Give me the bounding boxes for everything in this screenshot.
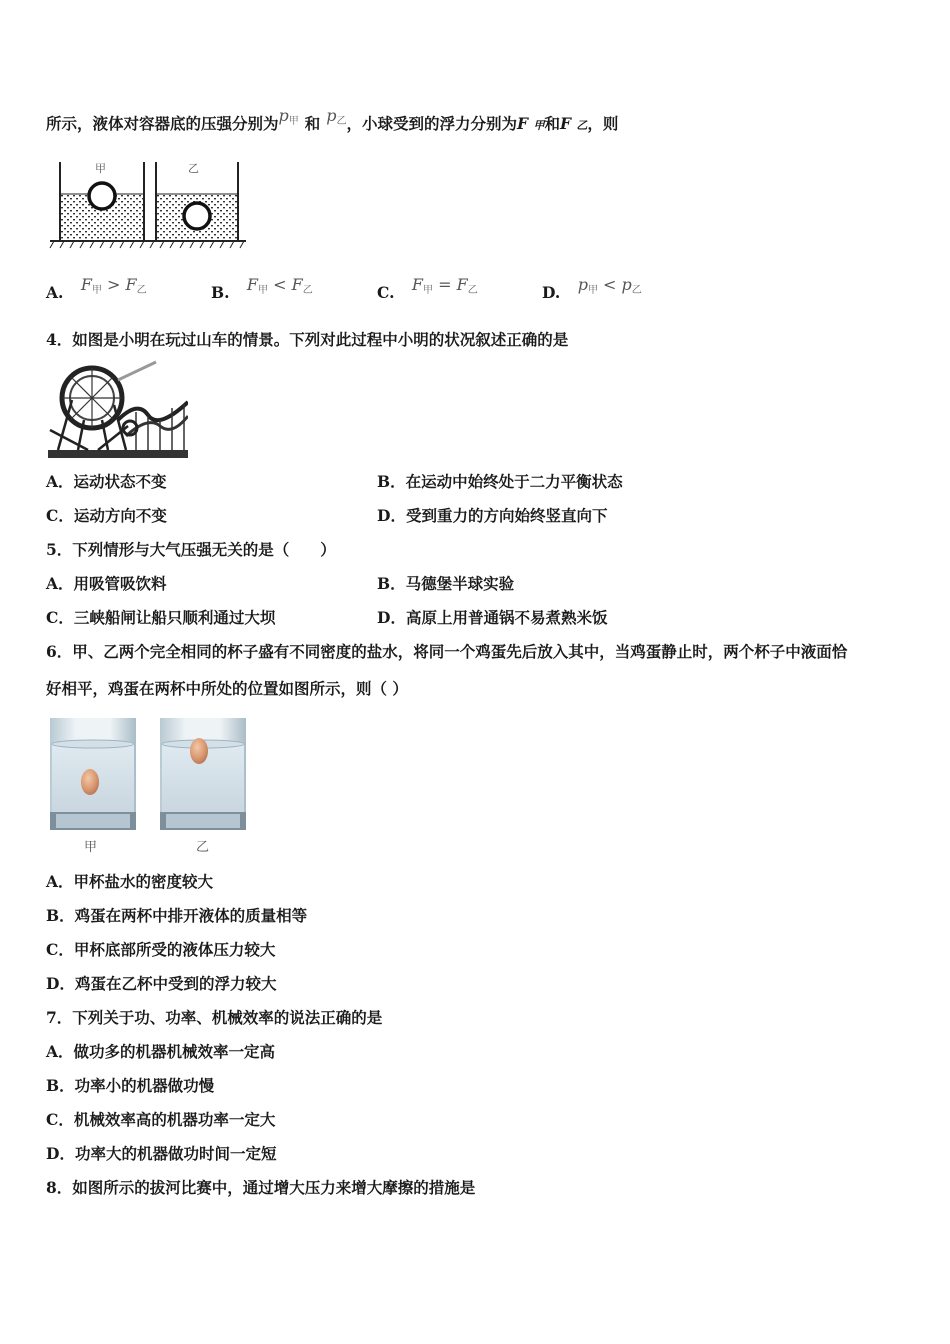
q6-glasses-figure — [48, 716, 248, 832]
roller-coaster-image — [48, 360, 188, 458]
q6-option-d[interactable]: D．鸡蛋在乙杯中受到的浮力较大 — [46, 974, 277, 993]
q4-option-c[interactable]: C．运动方向不变 — [46, 506, 167, 525]
q5-option-a[interactable]: A．用吸管吸饮料 — [46, 574, 167, 593]
q4-option-b[interactable]: B．在运动中始终处于二力平衡状态 — [377, 472, 623, 491]
q6-option-a[interactable]: A．甲杯盐水的密度较大 — [46, 872, 214, 891]
q6-stem-line1: 6．甲、乙两个完全相同的杯子盛有不同密度的盐水，将同一个鸡蛋先后放入其中，当鸡蛋静止时，两个杯子中液面恰 — [46, 642, 848, 661]
q6-option-c[interactable]: C．甲杯底部所受的液体压力较大 — [46, 940, 276, 959]
ball-jia — [89, 183, 115, 209]
egg-jia — [81, 769, 99, 795]
glass-jia — [50, 718, 136, 830]
q3-container-figure — [48, 158, 248, 253]
p-yi-symbol: $p_乙$ — [326, 106, 347, 127]
q7-option-a[interactable]: A．做功多的机器机械效率一定高 — [46, 1042, 276, 1061]
q6-label-yi: 乙 — [196, 840, 210, 855]
q3-option-c[interactable]: C. $F_甲 = F_乙$ — [377, 275, 478, 302]
q3-stem-prefix: 所示，液体对容器底的压强分别为 — [46, 114, 279, 133]
f-yi-symbol: F 乙 — [559, 114, 588, 133]
q6-label-jia: 甲 — [84, 840, 98, 855]
q4-stem: 4．如图是小明在玩过山车的情景。下列对此过程中小明的状况叙述正确的是 — [46, 330, 569, 349]
q4-option-a[interactable]: A．运动状态不变 — [46, 472, 167, 491]
q4-option-d[interactable]: D．受到重力的方向始终竖直向下 — [377, 506, 608, 525]
f-jia-symbol: F 甲 — [517, 114, 545, 133]
q7-option-d[interactable]: D．功率大的机器做功时间一定短 — [46, 1144, 277, 1163]
q6-option-b[interactable]: B．鸡蛋在两杯中排开液体的质量相等 — [46, 906, 308, 925]
q5-option-d[interactable]: D．高原上用普通锅不易煮熟米饭 — [377, 608, 608, 627]
glass-yi — [160, 718, 246, 830]
q5-option-b[interactable]: B．马德堡半球实验 — [377, 574, 515, 593]
ball-yi — [184, 203, 210, 229]
q7-stem: 7．下列关于功、功率、机械效率的说法正确的是 — [46, 1008, 383, 1027]
q3-label-yi: 乙 — [188, 162, 199, 175]
q6-stem-line2: 好相平，鸡蛋在两杯中所处的位置如图所示，则（ ） — [46, 679, 408, 698]
q7-option-b[interactable]: B．功率小的机器做功慢 — [46, 1076, 215, 1095]
q7-option-c[interactable]: C．机械效率高的机器功率一定大 — [46, 1110, 276, 1129]
q3-stem: 所示，液体对容器底的压强分别为$p_甲$ 和 $p_乙$，小球受到的浮力分别为F 甲和F 乙，则 — [46, 106, 619, 133]
q5-stem: 5．下列情形与大气压强无关的是（ ） — [46, 540, 336, 559]
q5-option-c[interactable]: C．三峡船闸让船只顺利通过大坝 — [46, 608, 276, 627]
q3-option-d[interactable]: D. $p_甲 < p_乙$ — [542, 275, 642, 302]
q8-stem: 8．如图所示的拔河比赛中，通过增大压力来增大摩擦的措施是 — [46, 1178, 476, 1197]
p-jia-symbol: $p_甲$ — [278, 106, 299, 127]
q3-label-jia: 甲 — [95, 162, 106, 175]
q3-option-a[interactable]: A. $F_甲 > F_乙$ — [46, 275, 147, 302]
egg-yi — [190, 738, 208, 764]
q3-option-b[interactable]: B. $F_甲 < F_乙$ — [211, 275, 313, 302]
